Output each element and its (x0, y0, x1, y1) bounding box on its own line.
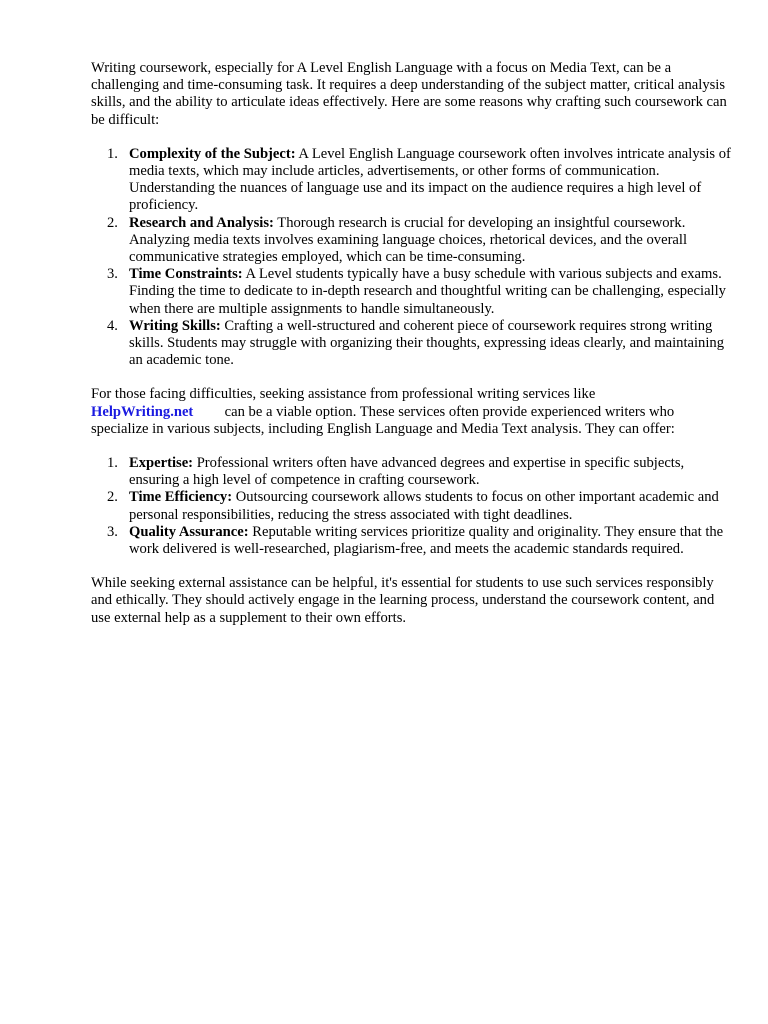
list-number: 3. (107, 266, 118, 283)
list-term: Quality Assurance: (129, 523, 249, 540)
assistance-text-before: For those facing difficulties, seeking assistance from professional writing services like (91, 386, 596, 403)
benefits-list (91, 455, 731, 558)
list-term: Writing Skills: (129, 317, 221, 334)
list-item (91, 266, 731, 318)
list-text: Reputable writing services prioritize quality and originality. They ensure that the work delivered is well-researched, plagiarism-free, and meets the academic standards required. (129, 523, 724, 558)
list-text: A Level students typically have a busy schedule with various subjects and exams. Finding the time to dedicate to in-depth research and thoughtful writing can be challenging, especially when there are multiple assignments to handle simultaneously. (129, 266, 726, 317)
list-number: 2. (107, 489, 118, 506)
list-text: Crafting a well-structured and coherent piece of coursework requires strong writing skills. Students may struggle with organizing their thoughts, expressing ideas clearly, and maintaining an academic tone. (129, 317, 725, 369)
list-term: Time Constraints: (129, 266, 243, 283)
list-number: 3. (107, 523, 118, 540)
list-number: 4. (107, 317, 118, 334)
list-text: Thorough research is crucial for developing an insightful coursework. Analyzing media texts involves examining language choices, rhetorical devices, and the overall communicative strategies employed, which can be time-consuming. (129, 214, 688, 266)
list-text: A Level English Language coursework often involves intricate analysis of media texts, which may include articles, advertisements, or other forms of communication. Understanding the nuances of language use and its impact on the audience requires a high level of proficiency. (129, 145, 731, 214)
list-number: 1. (107, 455, 118, 472)
helpwriting-link[interactable]: HelpWriting.net (91, 403, 194, 420)
list-item (91, 215, 731, 267)
list-item (91, 318, 731, 370)
list-number: 2. (107, 214, 118, 231)
closing-paragraph: While seeking external assistance can be helpful, it's essential for students to use such services responsibly and ethically. They should actively engage in the learning process, understand the coursework content, and use external help as a supplement to their own efforts. (91, 575, 715, 626)
list-item (91, 146, 731, 215)
assistance-text-after: can be a viable option. These services often provide experienced writers who specialize in various subjects, including English Language and Media Text analysis. They can offer: (91, 403, 675, 437)
list-item (91, 524, 731, 558)
list-item (91, 489, 731, 523)
document-page (91, 60, 731, 627)
list-item (91, 455, 731, 489)
list-number: 1. (107, 145, 118, 162)
list-text: Professional writers often have advanced degrees and expertise in specific subjects, ensuring a high level of competence in crafting coursework. (129, 455, 685, 489)
list-term: Time Efficiency: (129, 489, 233, 506)
list-term: Expertise: (129, 455, 194, 472)
list-term: Research and Analysis: (129, 214, 274, 231)
list-term: Complexity of the Subject: (129, 145, 296, 162)
list-text: Outsourcing coursework allows students to focus on other important academic and personal responsibilities, reducing the stress associated with tight deadlines. (129, 489, 719, 523)
intro-paragraph: Writing coursework, especially for A Level English Language with a focus on Media Text, can be a challenging and time-consuming task. It requires a deep understanding of the subject matter, critical analysis skills, and the ability to articulate ideas effectively. Here are some reasons why crafting such coursework can be difficult: (91, 60, 727, 128)
assistance-paragraph (91, 386, 731, 438)
difficulties-list (91, 146, 731, 370)
